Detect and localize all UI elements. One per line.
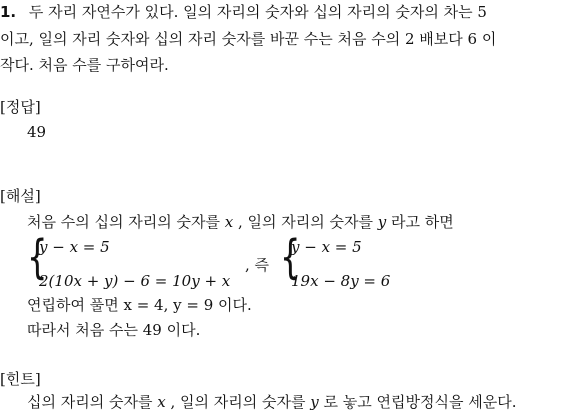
- hint-variable-y: y: [310, 393, 319, 411]
- hint-text-a: 십의 자리의 숫자를: [27, 393, 153, 411]
- explanation-line-1: [27, 213, 454, 231]
- explanation-conclusion-line: 따라서 처음 수는 49 이다.: [27, 321, 201, 339]
- problem-text-1: 두 자리 자연수가 있다. 일의 자리의 숫자와 십의 자리의 숫자의 차는 5: [28, 3, 487, 21]
- hint-text-b: , 일의 자리의 숫자를: [170, 393, 306, 411]
- variable-y: y: [377, 213, 387, 231]
- explanation-solve-line: 연립하여 풀면 x = 4, y = 9 이다.: [27, 296, 252, 314]
- system1-equation-2: 2(10x + y) − 6 = 10y + x: [39, 272, 231, 290]
- answer-value: 49: [27, 123, 47, 141]
- system2-equation-2: 19x − 8y = 6: [291, 272, 391, 290]
- explanation-header: [해설]: [0, 187, 41, 205]
- problem-line-2: 이고, 일의 자리 숫자와 십의 자리 숫자를 바꾼 수는 처음 수의 2 배보다 6 이: [0, 30, 497, 48]
- explanation-text-1a: 처음 수의 십의 자리의 숫자를: [27, 213, 220, 231]
- explanation-text-1c: 라고 하면: [391, 213, 454, 231]
- problem-number: 1.: [0, 3, 17, 21]
- hint-header: [힌트]: [0, 370, 41, 388]
- system-connector: , 즉: [245, 256, 270, 274]
- brace-left-icon: {: [280, 230, 301, 284]
- system2-equation-1: y − x = 5: [291, 238, 362, 256]
- problem-line-3: 작다. 처음 수를 구하여라.: [0, 56, 169, 74]
- system1-equation-1: y − x = 5: [39, 238, 110, 256]
- answer-header: [정답]: [0, 98, 41, 116]
- explanation-text-1b: , 일의 자리의 숫자를: [238, 213, 373, 231]
- hint-line: [27, 393, 517, 411]
- hint-text-c: 로 놓고 연립방정식을 세운다.: [323, 393, 517, 411]
- brace-left-icon: {: [27, 230, 48, 284]
- hint-variable-x: x: [157, 393, 166, 411]
- variable-x: x: [224, 213, 234, 231]
- problem-line-1: [0, 3, 487, 21]
